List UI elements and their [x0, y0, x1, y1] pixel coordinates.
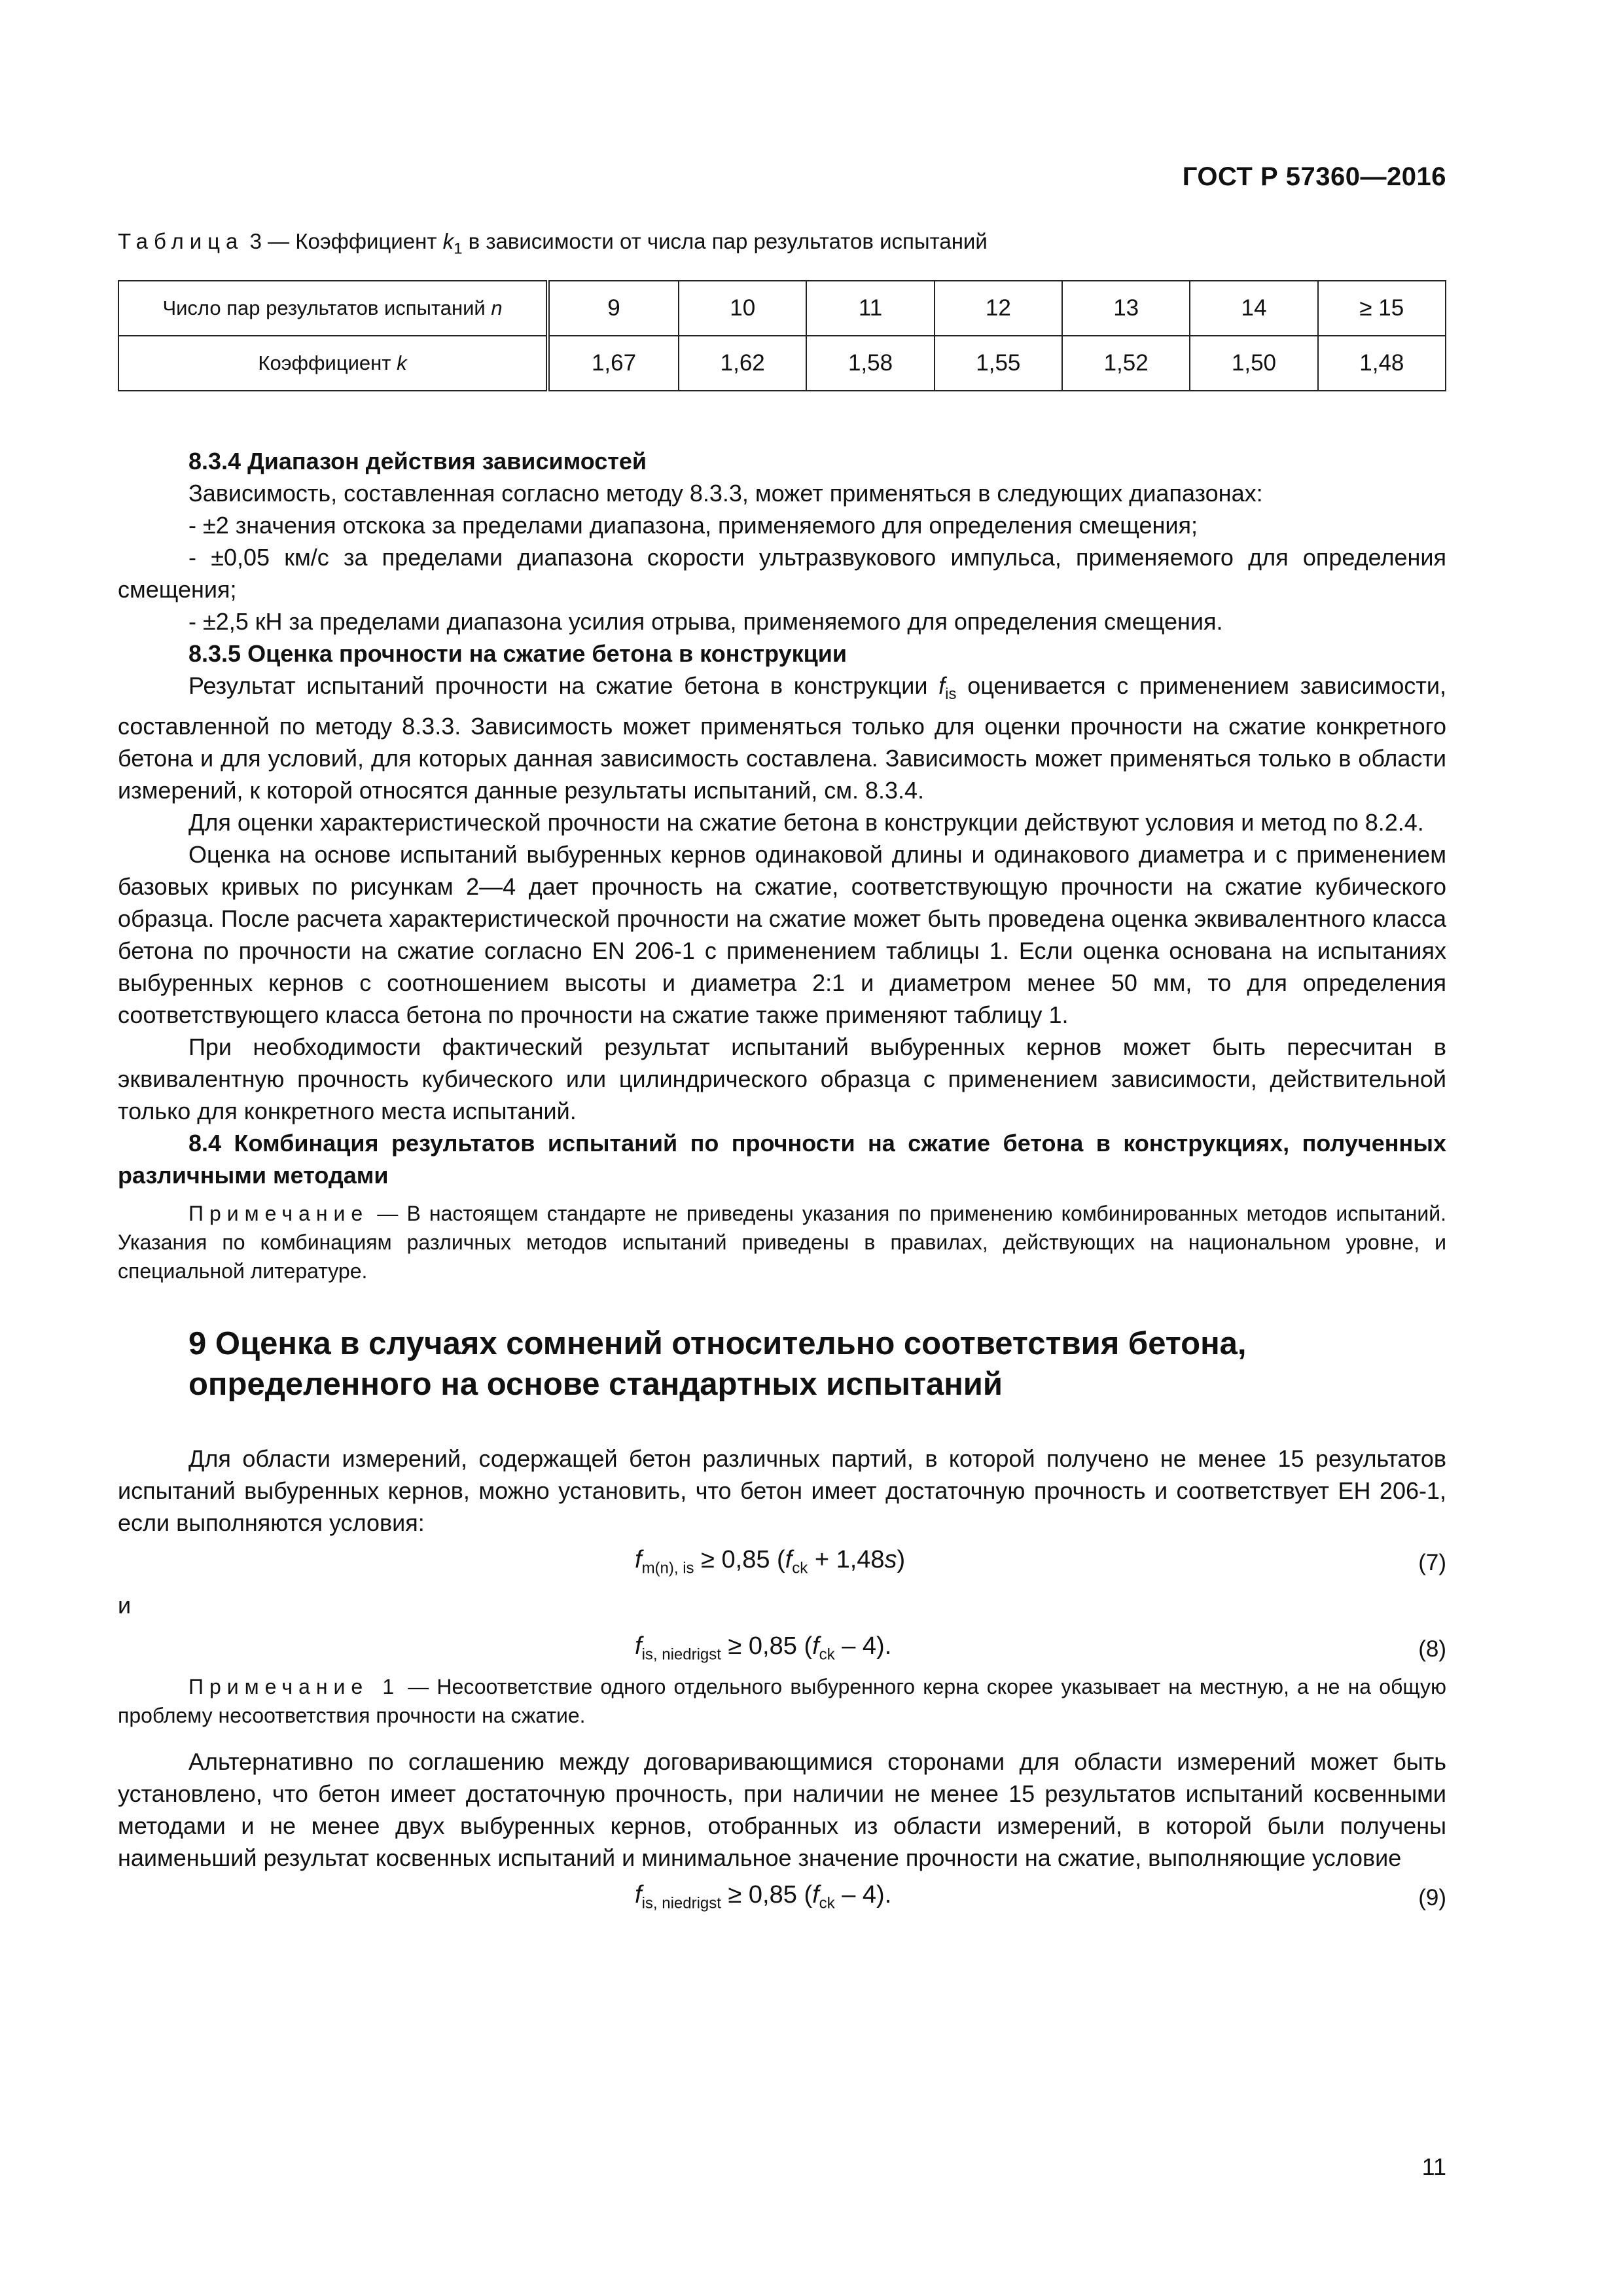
table-cell: 1,52 [1062, 336, 1190, 391]
table-row [118, 281, 1446, 336]
paragraph: Для области измерений, содержащей бетон различных партий, в которой получено не менее 15 результатов испытаний выбуренных кернов, можно установить, что бетон имеет достаточную прочность и соответствует ЕН 206-1, если выполняются условия: [118, 1445, 1446, 1537]
formula-number: (9) [1418, 1885, 1446, 1911]
formula-8: $f_{is, niedrigst} \ge 0,85$ $(f_{ck} - 4)$. (8) [118, 1625, 1446, 1672]
table-cell: 1,67 [548, 336, 679, 391]
paragraph: При необходимости фактический результат испытаний выбуренных кернов может быть пересчитан в эквивалентную прочность кубического или цилиндрического образца с применением зависимости, действительной только для конкретного места испытаний. [118, 1033, 1446, 1125]
formula-number: (7) [1418, 1550, 1446, 1576]
table-cell: 1,58 [806, 336, 934, 391]
table-cell: 1,62 [679, 336, 806, 391]
table-caption-word: Таблица [118, 229, 244, 253]
row-header-n: Число пар результатов испытаний n [118, 281, 548, 336]
table-cell: ≥ 15 [1318, 281, 1446, 336]
list-item: - ±2,5 кН за пределами диапазона усилия отрыва, применяемого для определения смещения. [188, 608, 1223, 635]
conjunction-text: и [118, 1592, 132, 1619]
document-page [118, 0, 1446, 2296]
table-caption: Таблица 3 — Коэффициент $k_1$ в зависимости от числа пар результатов испытаний [118, 229, 988, 258]
body-text [118, 445, 1446, 1921]
table-cell: 1,50 [1190, 336, 1317, 391]
paragraph: Для оценки характеристической прочности на сжатие бетона в конструкции действуют условия и метод по 8.2.4. [188, 809, 1424, 836]
list-item: - ±2 значения отскока за пределами диапазона, применяемого для определения смещения; [188, 512, 1198, 539]
table-row [118, 336, 1446, 391]
formula-7: $f_{m(n), is} \ge 0,85$ $(f_{ck} + 1,48s)$ (7) [118, 1539, 1446, 1586]
section-heading-8-3-5: 8.3.5 Оценка прочности на сжатие бетона в конструкции [188, 640, 847, 667]
section-heading-8-3-4: 8.3.4 Диапазон действия зависимостей [188, 448, 647, 475]
chapter-heading-9: 9 Оценка в случаях сомнений относительно соответствия бетона, определенного на основе стандартных испытаний [188, 1326, 1247, 1403]
table-cell: 14 [1190, 281, 1317, 336]
table-cell: 13 [1062, 281, 1190, 336]
formula-number: (8) [1418, 1636, 1446, 1662]
document-id: ГОСТ Р 57360—2016 [1182, 162, 1446, 191]
note-1: Примечание 1 — Несоответствие одного отдельного выбуренного керна скорее указывает на местную, а не на общую проблему несоответствия прочности на сжатие. [118, 1675, 1447, 1728]
table-cell: 10 [679, 281, 806, 336]
paragraph: Оценка на основе испытаний выбуренных кернов одинаковой длины и одинакового диаметра и с применением базовых кривых по рисункам 2—4 дает прочность на сжатие, соответствующую прочности на сжатие кубического образца. После расчета характеристической прочности на сжатие может быть проведена оценка эквивалентного класса бетона по прочности на сжатие согласно EN 206-1 с применением таблицы 1. Если оценка основана на испытаниях выбуренных кернов с соотношением высоты и диаметра 2:1 и диаметром менее 50 мм, то для определения соответствующего класса бетона по прочности на сжатие также применяют таблицу 1. [118, 841, 1446, 1029]
table-cell: 1,48 [1318, 336, 1446, 391]
list-item: - ±0,05 км/с за пределами диапазона скорости ультразвукового импульса, применяемого для определения смещения; [118, 544, 1446, 603]
section-heading-8-4: 8.4 Комбинация результатов испытаний по прочности на сжатие бетона в конструкциях, полученных различными методами [118, 1130, 1446, 1189]
row-header-k: Коэффициент k [118, 336, 548, 391]
paragraph: Результат испытаний прочности на сжатие бетона в конструкции $f_{is}$ оценивается с применением зависимости, составленной по методу 8.3.3. Зависимость может применяться только для оценки прочности на сжатие конкретного бетона и для условий, для которых данная зависимость составлена. Зависимость может применяться только в области измерений, к которой относятся данные результаты испытаний, см. 8.3.4. [118, 672, 1446, 804]
table-cell: 9 [548, 281, 679, 336]
page-number: 11 [1421, 2153, 1446, 2180]
table-cell: 12 [935, 281, 1062, 336]
table-cell: 1,55 [935, 336, 1062, 391]
paragraph: Альтернативно по соглашению между договаривающимися сторонами для области измерений может быть установлено, что бетон имеет достаточную прочность, при наличии не менее 15 результатов испытаний косвенными методами и не менее двух выбуренных кернов, отобранных из области измерений, в которой были получены наименьший результат косвенных испытаний и минимальное значение прочности на сжатие, выполняющие условие [118, 1748, 1446, 1872]
coefficient-table [118, 280, 1446, 391]
formula-9: $f_{is, niedrigst} \ge 0,85$ $(f_{ck} - 4)$. (9) [118, 1874, 1446, 1921]
paragraph: Зависимость, составленная согласно методу 8.3.3, может применяться в следующих диапазонах: [188, 480, 1263, 507]
note: Примечание — В настоящем стандарте не приведены указания по применению комбинированных методов испытаний. Указания по комбинациям различных методов испытаний приведены в правилах, действующих на национальном уровне, и специальной литературе. [118, 1202, 1446, 1283]
table-cell: 11 [806, 281, 934, 336]
